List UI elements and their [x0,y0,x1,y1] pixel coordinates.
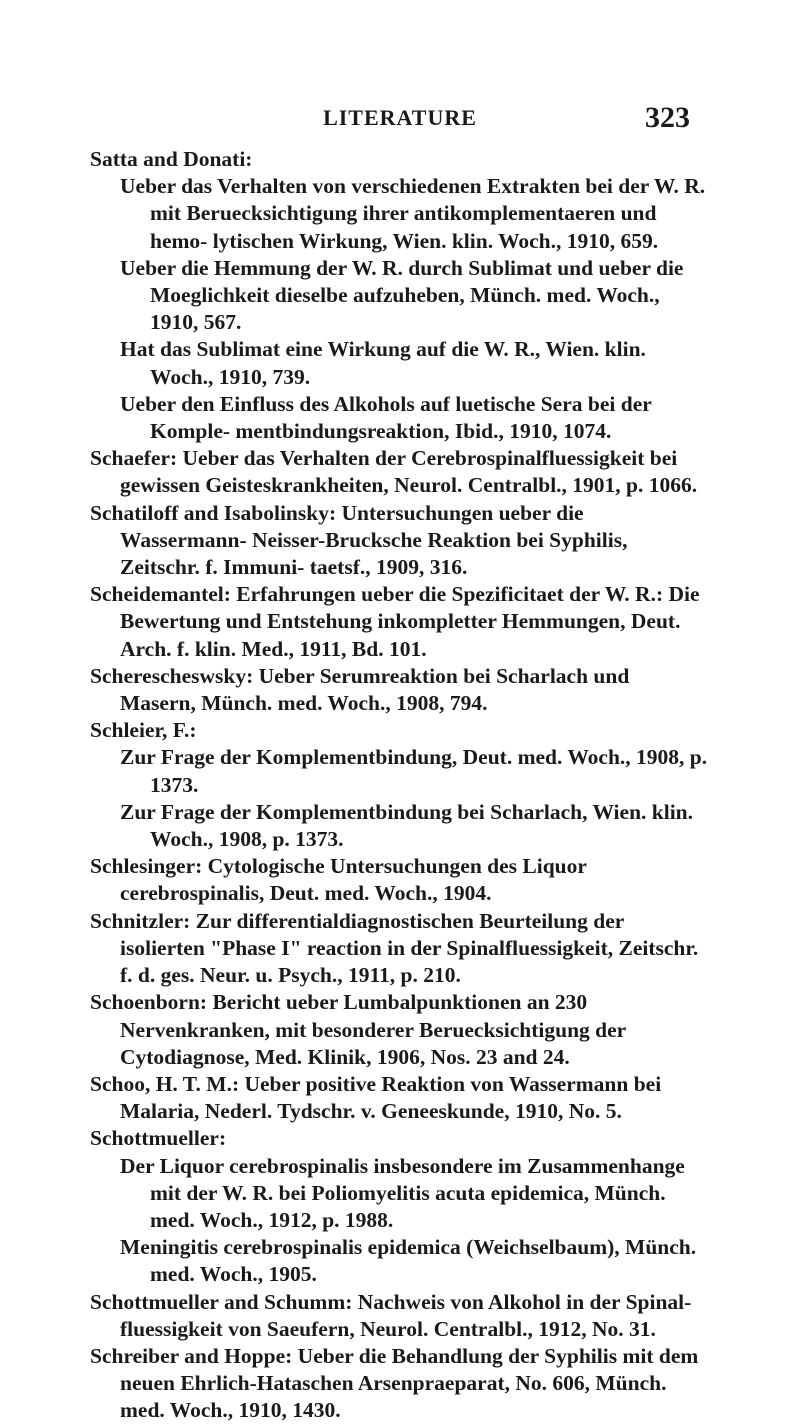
reference-entry: Schlesinger: Cytologische Untersuchungen des Liquor cerebrospinalis, Deut. med. Woch., 1904. [90,854,587,906]
reference-entry: Schaefer: Ueber das Verhalten der Cerebrospinalfluessigkeit bei gewissen Geisteskrankheiten, Neurol. Centralbl., 1901, p. 1066. [90,446,698,498]
reference-list [90,146,710,1425]
reference-subentry: Zur Frage der Komplementbindung, Deut. med. Woch., 1908, p. 1373. [120,745,708,797]
reference-entry: Schleier, F.: [90,718,197,743]
reference-entry: Schnitzler: Zur differentialdiagnostischen Beurteilung der isolierten "Phase I" reaction in der Spinalfluessigkeit, Zeitschr. f. d. ges. Neur. u. Psych., 1911, p. 210. [90,908,699,988]
reference-subentry: Ueber den Einfluss des Alkohols auf luetische Sera bei der Komple- mentbindungsreaktion, Ibid., 1910, 1074. [120,391,652,444]
reference-subentry: Ueber das Verhalten von verschiedenen Extrakten bei der W. R. mit Beruecksichtigung ihrer antikomplementaeren und hemo- lytischen Wirkung, Wien. klin. Woch., 1910, 659. [120,174,706,253]
reference-entry: Schottmueller: [90,1126,227,1151]
reference-subentry: Zur Frage der Komplementbindung bei Scharlach, Wien. klin. Woch., 1908, p. 1373. [120,799,694,852]
reference-entry: Schatiloff and Isabolinsky: Untersuchungen ueber die Wassermann- Neisser-Brucksche Reaktion bei Syphilis, Zeitschr. f. Immuni- taetsf., 1909, 316. [90,500,628,580]
running-title: LITERATURE [323,105,477,130]
reference-subentry: Meningitis cerebrospinalis epidemica (Weichselbaum), Münch. med. Woch., 1905. [120,1235,697,1287]
reference-entry: Schoo, H. T. M.: Ueber positive Reaktion von Wassermann bei Malaria, Nederl. Tydschr. v. Geneeskunde, 1910, No. 5. [90,1071,662,1124]
reference-entry: Schreiber and Hoppe: Ueber die Behandlung der Syphilis mit dem neuen Ehrlich-Hataschen Arsenpraeparat, No. 606, Münch. med. Woch., 1910, 1430. [90,1343,699,1423]
reference-subentry: Hat das Sublimat eine Wirkung auf die W. R., Wien. klin. Woch., 1910, 739. [120,337,646,389]
page-number: 323 [645,101,690,134]
reference-entry: Satta and Donati: [90,147,253,171]
reference-entry: Scherescheswsky: Ueber Serumreaktion bei Scharlach und Masern, Münch. med. Woch., 1908, 794. [90,663,630,716]
reference-entry: Schottmueller and Schumm: Nachweis von Alkohol in der Spinal- fluessigkeit von Saeufern, Neurol. Centralbl., 1912, No. 31. [90,1289,692,1341]
reference-subentry: Ueber die Hemmung der W. R. durch Sublimat und ueber die Moeglichkeit dieselbe aufzuheben, Münch. med. Woch., 1910, 567. [120,255,684,335]
running-head [0,98,800,138]
reference-entry: Schoenborn: Bericht ueber Lumbalpunktionen an 230 Nervenkranken, mit besonderer Beruecksichtigung der Cytodiagnose, Med. Klinik, 1906, Nos. 23 and 24. [90,990,626,1069]
reference-subentry: Der Liquor cerebrospinalis insbesondere im Zusammenhange mit der W. R. bei Poliomyelitis acuta epidemica, Münch. med. Woch., 1912, p. 1988. [120,1153,685,1232]
reference-entry: Scheidemantel: Erfahrungen ueber die Spezificitaet der W. R.: Die Bewertung und Entstehung inkompletter Hemmungen, Deut. Arch. f. klin. Med., 1911, Bd. 101. [90,582,700,661]
